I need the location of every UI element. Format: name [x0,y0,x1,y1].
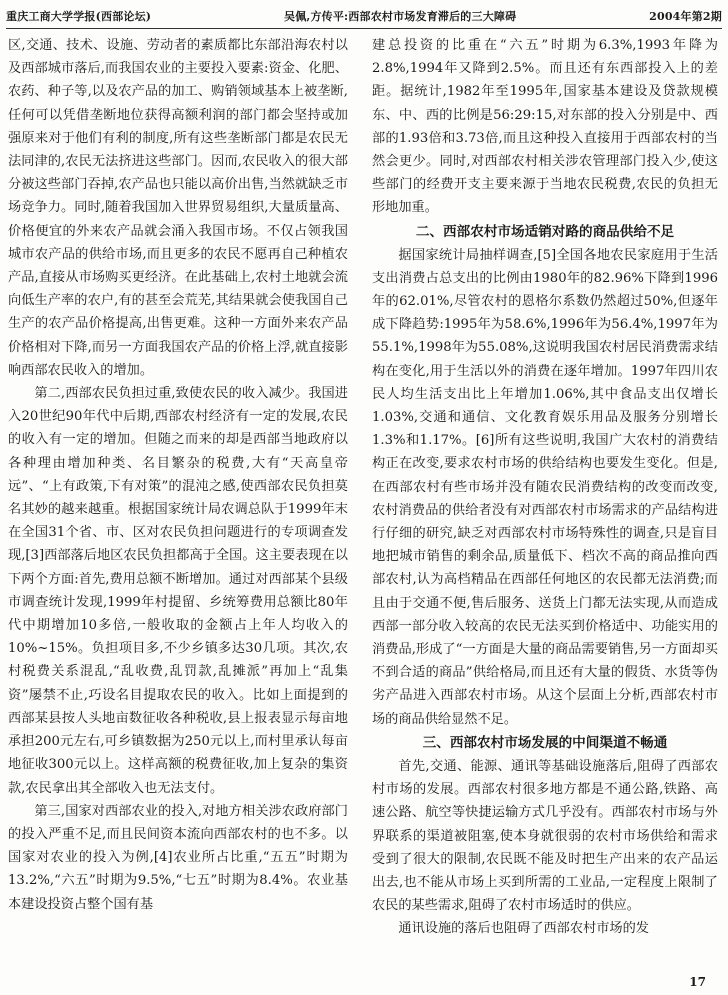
right-column [372,34,718,941]
paragraph: 第二,西部农民负担过重,致使农民的收入减少。我国进入20世纪90年代中后期,西部农村经济有一定的发展,农民的收入有一定的增加。但随之而来的却是西部当地政府以各种理由增加种类、名目繁杂的税费,大有“天高皇帝远”、“上有政策,下有对策”的混沌之感,使西部农民负担莫名其妙的越来越重。根据国家统计局农调总队于1999年末在全国31个省、市、区对农民负担问题进行的专项调查发现,[3]西部落后地区农民负担都高于全国。这主要表现在以下两个方面:首先,费用总额不断增加。通过对西部某个县级市调查统计发现,1999年村提留、乡统筹费用总额比80年代中期增加10多倍,一般收取的金额占上年人均收入的10%~15%。负担项目多,不少乡镇多达30几项。其次,农村税费关系混乱,“乱收费,乱罚款,乱摊派”再加上“乱集资”屡禁不止,巧设名目提取农民的收入。比如上面提到的西部某县按人头地亩数征收各种税收,县上报表显示每亩地承担200元左右,可乡镇数据为250元以上,而村里承认每亩地征收300元以上。这样高额的税费征收,加上复杂的集资款,农民拿出其全部收入也无法支付。 [8,386,348,796]
paragraph: 据国家统计局抽样调查,[5]全国各地农民家庭用于生活支出消费占总支出的比例由1980年的82.96%下降到1996年的62.01%,尽管农村的恩格尔系数仍然超过50%,但逐年成下降趋势:1995年为58.6%,1996年为56.4%,1997年为55.1%,1998年为55.08%,这说明我国农村居民消费需求结构在变化,用于生活以外的消费在逐年增加。1997年四川农民人均生活支出比上年增加1.06%,其中食品支出仅增长1.03%,交通和通信、文化教育娱乐用品及服务分别增长1.3%和1.17%。[6]所有这些说明,我国广大农村的消费结构正在改变,要求农村市场的供给结构也要发生变化。但是,在西部农村有些市场并没有随农民消费结构的改变而改变,农村消费品的供给者没有对西部农村市场需求的产品结构进行仔细的研究,缺乏对西部农村市场特殊性的调查,只是盲目地把城市销售的剩余品,质量低下、档次不高的商品推向西部农村,认为高档精品在西部任何地区的农民都无法消费;而且由于交通不便,售后服务、送货上门都无法实现,从而造成西部一部分收入较高的农民无法买到价格适中、功能实用的消费品,形成了“一方面是大量的商品需要销售,另一方面却买不到合适的商品”供给格局,而且还有大量的假货、水货等伪劣产品进入西部农村市场。从这个层面上分析,西部农村市场的商品供给显然不足。 [372,247,718,727]
left-column [8,34,348,916]
page-number: 17 [689,975,706,989]
paragraph: 区,交通、技术、设施、劳动者的素质都比东部沿海农村以及西部城市落后,而我国农业的主要投入要素:资金、化肥、农药、种子等,以及农产品的加工、购销领域基本上被垄断,任何可以凭借垄断地位获得高额利润的部门都会坚持或加强原来对于他们有利的制度,所有这些垄断部门都是农民无法同津的,农民无法挤进这些部门。因而,农民收入的很大部分被这些部门吞掉,农产品也只能以高价出售,当然就缺乏市场竞争力。同时,随着我国加入世界贸易组织,大量质量高、价格便宜的外来农产品就会涌入我国市场。不仅占领我国城市农产品的供给市场,而且更多的农民不愿再自己种植农产品,直接从市场购买更经济。在此基础上,农村土地就会流向低生产率的农户,有的甚至会荒芜,其结果就会使我国自己生产的农产品价格提高,出售更难。这种一方面外来农产品价格相对下降,而另一方面我国农产品的价格上浮,就直接影响西部农民收入的增加。 [8,38,348,378]
section-heading: 二、西部农村市场适销对路的商品供给不足 [415,223,675,240]
paragraph: 第三,国家对西部农业的投入,对地方相关涉农政府部门的投入严重不足,而且民间资本流向西部农村的也不多。以国家对农业的投入为例,[4]农业所占比重,“五五”时期为13.2%,“六五”时期为9.5%,“七五”时期为8.4%。农业基本建设投资占整个国有基 [8,803,348,912]
paragraph: 建总投资的比重在“六五”时期为6.3%,1993年降为2.8%,1994年又降到2.5%。而且还有东西部投入上的差距。据统计,1982年至1995年,国家基本建设及贷款规模东、中、西的比例是56:29:15,对东部的投入分别是中、西部的1.93倍和3.73倍,而且这种投入直接用于西部农村的当然会更少。同时,对西部农村相关涉农管理部门投入少,使这些部门的经费开支主要来源于当地农民税费,农民的负担无形地加重。 [372,38,718,216]
issue-label: 2004年第2期 [649,10,722,23]
paragraph: 首先,交通、能源、通讯等基础设施落后,阻碍了西部农村市场的发展。西部农村很多地方都是不通公路,铁路、高速公路、航空等快捷运输方式几乎没有。西部农村市场与外界联系的渠道被阻塞,使本身就很弱的农村市场供给和需求受到了很大的限制,农民既不能及时把生产出来的农产品运出去,也不能从市场上买到所需的工业品,一定程度上限制了农民的某些需求,阻碍了农村市场适时的供应。 [372,758,718,914]
section-heading: 三、西部农村市场发展的中间渠道不畅通 [422,734,668,751]
journal-title: 重庆工商大学学报(西部论坛) [6,10,152,23]
article-title: 吴佩,方传平:西部农村市场发育滞后的三大障碍 [284,10,517,23]
paragraph: 通讯设施的落后也阻碍了西部农村市场的发 [398,921,649,937]
running-header [6,4,722,29]
